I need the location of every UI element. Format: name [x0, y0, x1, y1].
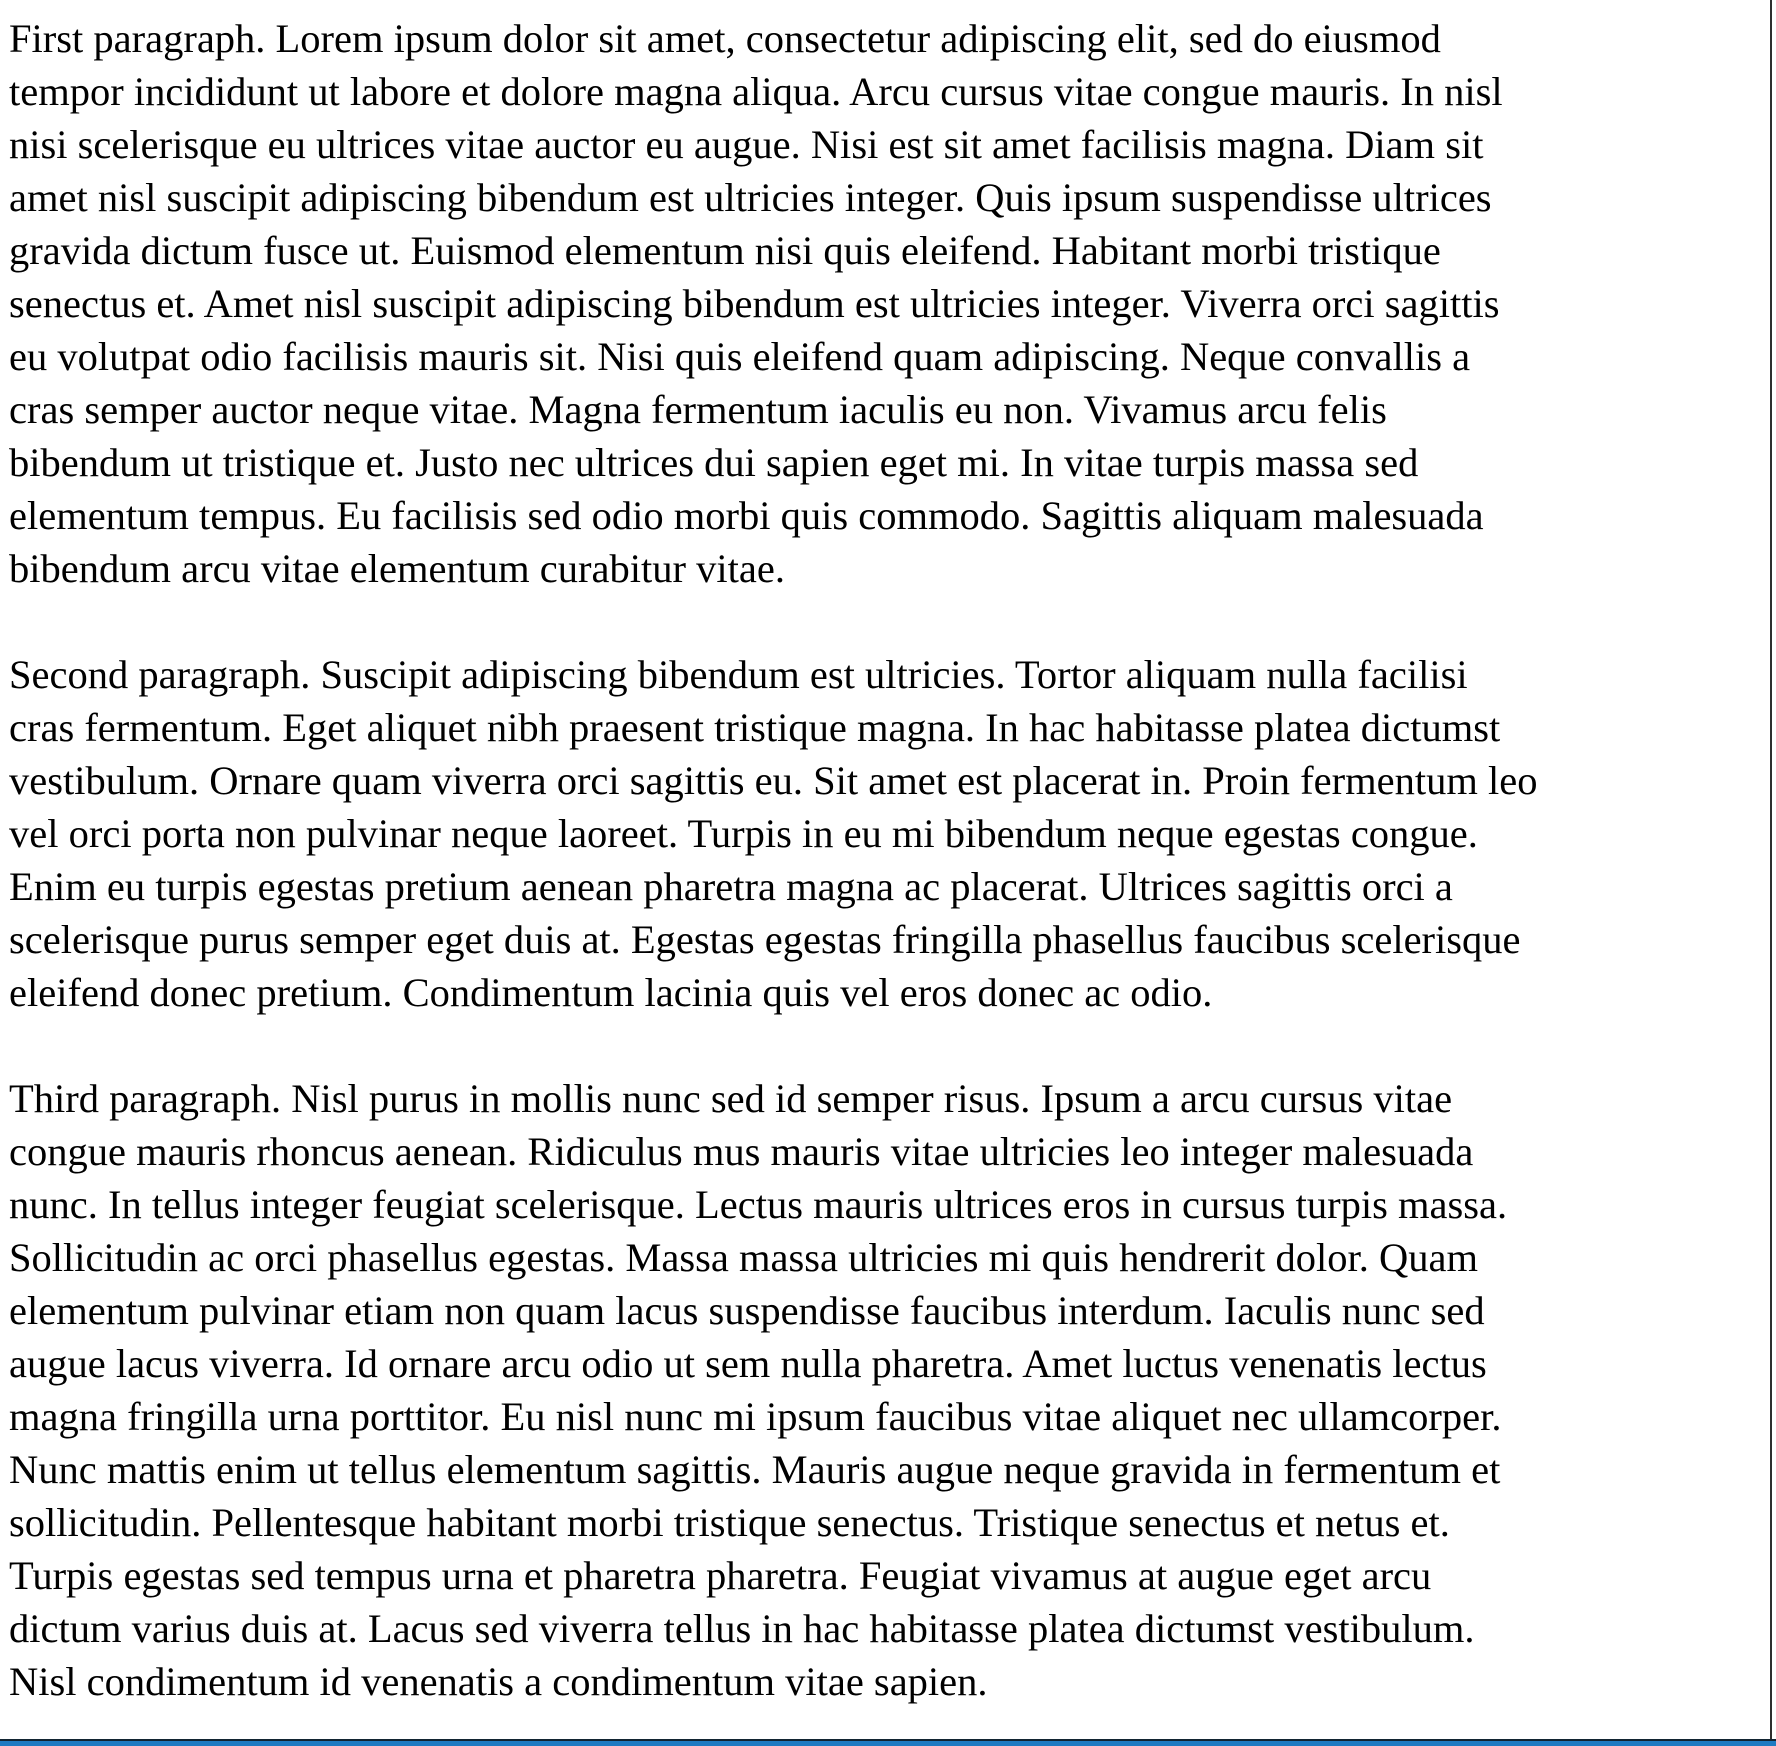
- viewport-bottom-bar: [0, 1739, 1776, 1746]
- paragraph-third: Third paragraph. Nisl purus in mollis nunc sed id semper risus. Ipsum a arcu cursus vitae congue mauris rhoncus aenean. Ridiculus mus mauris vitae ultricies leo integer malesuada nunc. In tellus integer feugiat scelerisque. Lectus mauris ultrices eros in cursus turpis massa. Sollicitudin ac orci phasellus egestas. Massa massa ultricies mi quis hendrerit dolor. Quam elementum pulvinar etiam non quam lacus suspendisse faucibus interdum. Iaculis nunc sed augue lacus viverra. Id ornare arcu odio ut sem nulla pharetra. Amet luctus venenatis lectus magna fringilla urna porttitor. Eu nisl nunc mi ipsum faucibus vitae aliquet nec ullamcorper. Nunc mattis enim ut tellus elementum sagittis. Mauris augue neque gravida in fermentum et sollicitudin. Pellentesque habitant morbi tristique senectus. Tristique senectus et netus et. Turpis egestas sed tempus urna et pharetra pharetra. Feugiat vivamus at augue eget arcu dictum varius duis at. Lacus sed viverra tellus in hac habitasse platea dictumst vestibulum. Nisl condimentum id venenatis a condimentum vitae sapien.: [9, 1076, 1508, 1704]
- paragraph-first: First paragraph. Lorem ipsum dolor sit amet, consectetur adipiscing elit, sed do eiusmod tempor incididunt ut labore et dolore magna aliqua. Arcu cursus vitae congue mauris. In nisl nisi scelerisque eu ultrices vitae auctor eu augue. Nisi est sit amet facilisis magna. Diam sit amet nisl suscipit adipiscing bibendum est ultricies integer. Quis ipsum suspendisse ultrices gravida dictum fusce ut. Euismod elementum nisi quis eleifend. Habitant morbi tristique senectus et. Amet nisl suscipit adipiscing bibendum est ultricies integer. Viverra orci sagittis eu volutpat odio facilisis mauris sit. Nisi quis eleifend quam adipiscing. Neque convallis a cras semper auctor neque vitae. Magna fermentum iaculis eu non. Vivamus arcu felis bibendum ut tristique et. Justo nec ultrices dui sapien eget mi. In vitae turpis massa sed elementum tempus. Eu facilisis sed odio morbi quis commodo. Sagittis aliquam malesuada bibendum arcu vitae elementum curabitur vitae.: [9, 16, 1503, 591]
- paragraph-second: Second paragraph. Suscipit adipiscing bibendum est ultricies. Tortor aliquam nulla facilisi cras fermentum. Eget aliquet nibh praesent tristique magna. In hac habitasse platea dictumst vestibulum. Ornare quam viverra orci sagittis eu. Sit amet est placerat in. Proin fermentum leo vel orci porta non pulvinar neque laoreet. Turpis in eu mi bibendum neque egestas congue. Enim eu turpis egestas pretium aenean pharetra magna ac placerat. Ultrices sagittis orci a scelerisque purus semper eget duis at. Egestas egestas fringilla phasellus faucibus scelerisque eleifend donec pretium. Condimentum lacinia quis vel eros donec ac odio.: [9, 652, 1538, 1015]
- document-text: [9, 12, 1746, 1708]
- viewport-right-edge-line: [1770, 0, 1772, 1739]
